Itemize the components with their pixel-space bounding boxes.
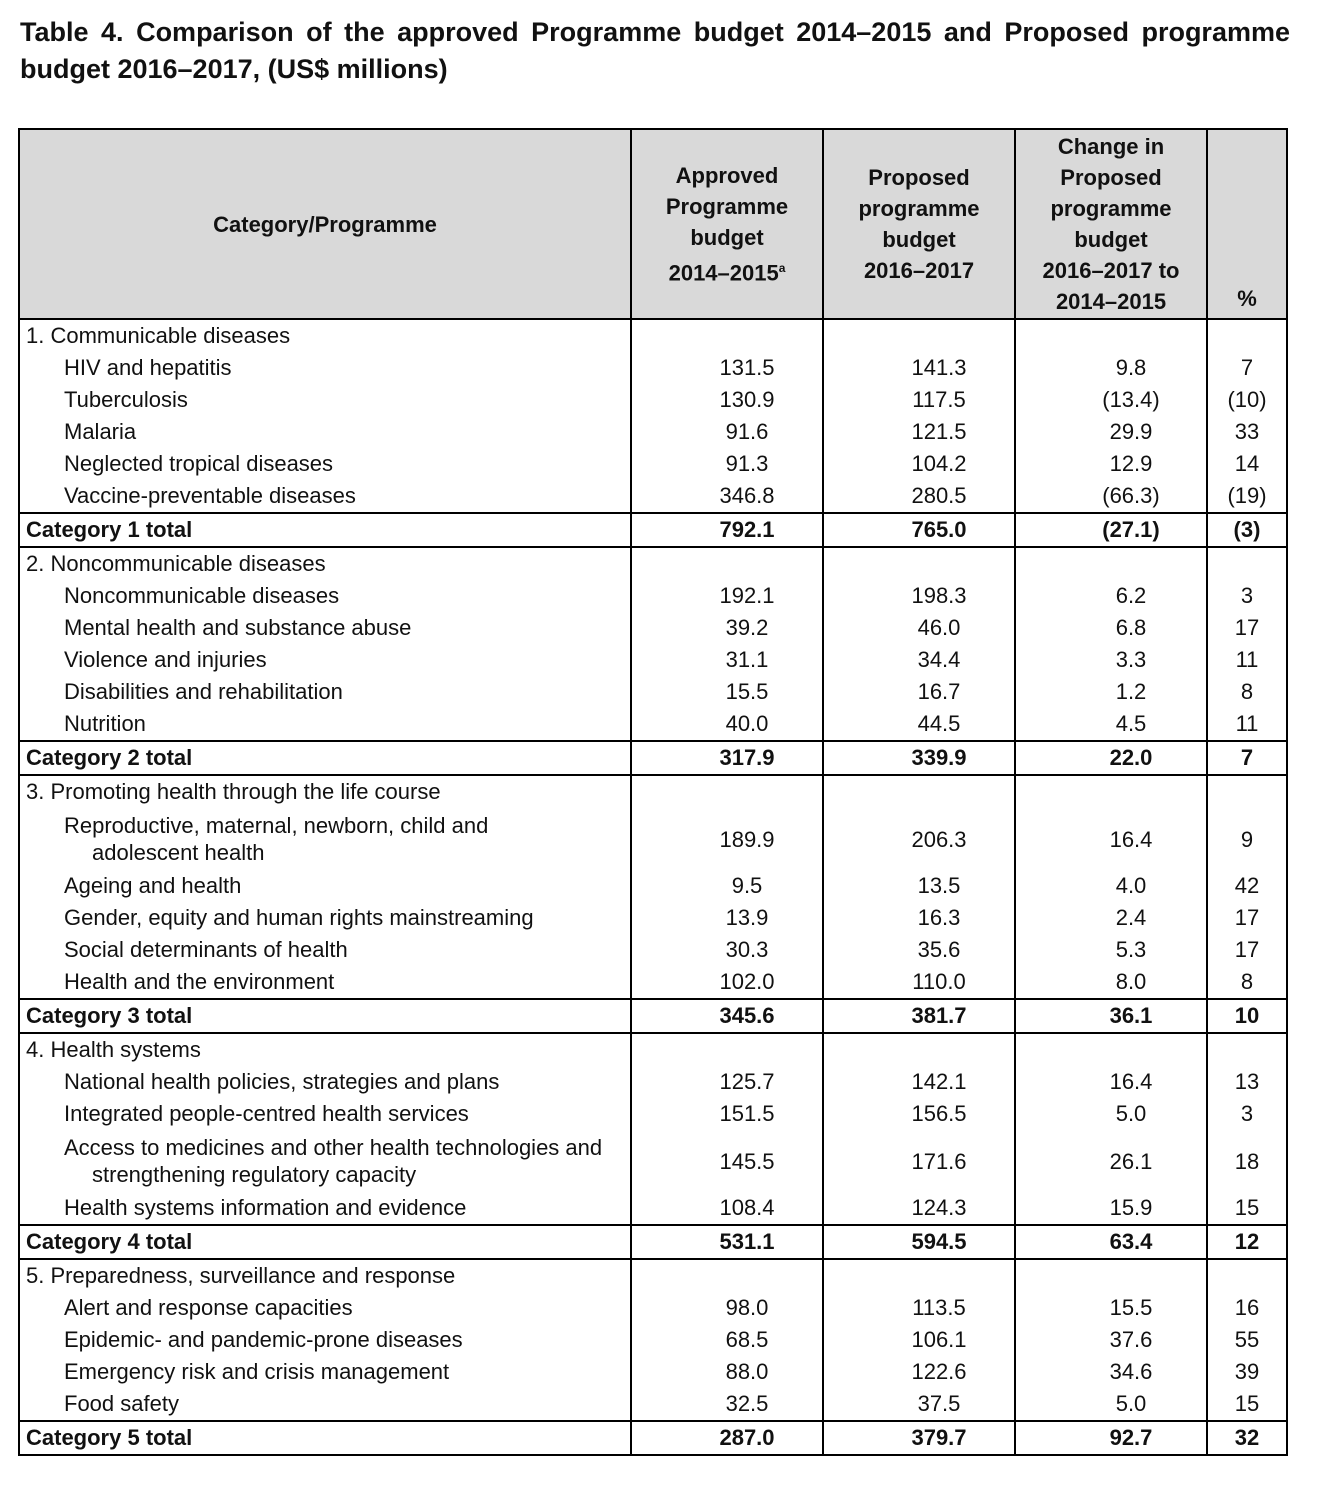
approved-value: 15.5	[631, 676, 823, 708]
change-value: 29.9	[1015, 416, 1207, 448]
programme-label: Reproductive, maternal, newborn, child and	[64, 813, 489, 838]
header-approved	[631, 129, 823, 319]
category-heading-row	[19, 1259, 1287, 1292]
empty-cell	[1015, 547, 1207, 580]
programme-label: HIV and hepatitis	[64, 355, 232, 380]
percent-value: 8	[1207, 966, 1287, 999]
proposed-value: 121.5	[823, 416, 1015, 448]
empty-cell	[1015, 319, 1207, 352]
budget-table	[18, 128, 1288, 1456]
change-value: 3.3	[1015, 644, 1207, 676]
programme-label: Neglected tropical diseases	[64, 451, 334, 476]
proposed-value: 16.7	[823, 676, 1015, 708]
proposed-value: 35.6	[823, 934, 1015, 966]
programme-label-cell	[19, 934, 631, 966]
programme-label: Violence and injuries	[64, 647, 267, 672]
empty-cell	[823, 319, 1015, 352]
programme-label: Nutrition	[64, 711, 146, 736]
programme-label: Health systems information and evidence	[64, 1195, 467, 1220]
total-approved-value: 317.9	[631, 741, 823, 775]
header-change-line: budget	[1074, 227, 1148, 252]
programme-row	[19, 1388, 1287, 1421]
programme-row	[19, 1356, 1287, 1388]
change-value: 9.8	[1015, 352, 1207, 384]
total-percent-value: 12	[1207, 1225, 1287, 1259]
empty-cell	[823, 775, 1015, 808]
header-row	[19, 129, 1287, 319]
total-change-value: 22.0	[1015, 741, 1207, 775]
empty-cell	[1207, 1259, 1287, 1292]
category-total-row	[19, 741, 1287, 775]
percent-value: 3	[1207, 1098, 1287, 1130]
proposed-value: 46.0	[823, 612, 1015, 644]
total-change-value: (27.1)	[1015, 513, 1207, 547]
proposed-value: 44.5	[823, 708, 1015, 741]
change-value: 26.1	[1015, 1130, 1207, 1192]
programme-label: Epidemic- and pandemic-prone diseases	[64, 1327, 463, 1352]
header-approved-line: budget	[690, 224, 764, 250]
programme-label: Social determinants of health	[64, 937, 348, 962]
programme-label: Integrated people-centred health services	[64, 1101, 469, 1126]
programme-label: Access to medicines and other health technologies and	[64, 1135, 603, 1160]
empty-cell	[823, 1033, 1015, 1066]
percent-value: 15	[1207, 1388, 1287, 1421]
programme-label: Emergency risk and crisis management	[64, 1359, 450, 1384]
programme-row	[19, 934, 1287, 966]
programme-label: Vaccine-preventable diseases	[64, 483, 356, 508]
percent-value: 16	[1207, 1292, 1287, 1324]
programme-label-cell	[19, 644, 631, 676]
empty-cell	[1015, 1259, 1207, 1292]
empty-cell	[631, 775, 823, 808]
empty-cell	[1207, 547, 1287, 580]
header-change-line: programme	[1050, 196, 1172, 221]
approved-value: 31.1	[631, 644, 823, 676]
proposed-value: 104.2	[823, 448, 1015, 480]
percent-value: 14	[1207, 448, 1287, 480]
header-proposed-line: Proposed	[868, 165, 970, 190]
percent-value: 3	[1207, 580, 1287, 612]
programme-row	[19, 580, 1287, 612]
programme-label: Food safety	[64, 1391, 179, 1416]
change-value: 5.3	[1015, 934, 1207, 966]
programme-label: Malaria	[64, 419, 137, 444]
proposed-value: 156.5	[823, 1098, 1015, 1130]
header-approved-line: Approved	[675, 162, 779, 188]
proposed-value: 16.3	[823, 902, 1015, 934]
total-change-value: 92.7	[1015, 1421, 1207, 1455]
table-title: Table 4. Comparison of the approved Programme budget 2014–2015 and Proposed programme budget 2016–2017, (US$ millions)	[20, 17, 1290, 84]
programme-row	[19, 1098, 1287, 1130]
proposed-value: 117.5	[823, 384, 1015, 416]
programme-label: Noncommunicable diseases	[64, 583, 340, 608]
change-value: 8.0	[1015, 966, 1207, 999]
percent-value: 39	[1207, 1356, 1287, 1388]
approved-value: 125.7	[631, 1066, 823, 1098]
category-total-row	[19, 1421, 1287, 1455]
percent-value: 33	[1207, 416, 1287, 448]
change-value: 15.9	[1015, 1192, 1207, 1225]
percent-value: 15	[1207, 1192, 1287, 1225]
percent-value: 17	[1207, 934, 1287, 966]
programme-label: Tuberculosis	[64, 387, 188, 412]
change-value: 6.8	[1015, 612, 1207, 644]
category-heading-row	[19, 1033, 1287, 1066]
footnote-marker: a	[778, 260, 786, 275]
approved-value: 30.3	[631, 934, 823, 966]
programme-row	[19, 708, 1287, 741]
header-change	[1015, 129, 1207, 319]
programme-label-cell	[19, 580, 631, 612]
percent-value: 9	[1207, 808, 1287, 870]
header-change-line: Proposed	[1060, 165, 1162, 190]
programme-row	[19, 352, 1287, 384]
category-heading: 1. Communicable diseases	[19, 319, 631, 352]
total-approved-value: 792.1	[631, 513, 823, 547]
programme-label-cell	[19, 480, 631, 513]
programme-row	[19, 870, 1287, 902]
empty-cell	[631, 1033, 823, 1066]
category-total-row	[19, 513, 1287, 547]
category-total-row	[19, 999, 1287, 1033]
proposed-value: 198.3	[823, 580, 1015, 612]
percent-value: 17	[1207, 612, 1287, 644]
category-heading: 3. Promoting health through the life course	[19, 775, 631, 808]
programme-label-cell	[19, 1066, 631, 1098]
total-change-value: 36.1	[1015, 999, 1207, 1033]
programme-row	[19, 1292, 1287, 1324]
header-proposed-line: programme	[858, 196, 980, 221]
approved-value: 192.1	[631, 580, 823, 612]
programme-row	[19, 966, 1287, 999]
change-value: 2.4	[1015, 902, 1207, 934]
approved-value: 98.0	[631, 1292, 823, 1324]
category-total-label: Category 5 total	[26, 1425, 193, 1450]
change-value: (66.3)	[1015, 480, 1207, 513]
programme-label-cell	[19, 676, 631, 708]
percent-value: 18	[1207, 1130, 1287, 1192]
category-total-label-cell	[19, 999, 631, 1033]
programme-label-cell	[19, 448, 631, 480]
header-proposed-line: 2016–2017	[863, 258, 975, 283]
category-heading-row	[19, 319, 1287, 352]
approved-value: 108.4	[631, 1192, 823, 1225]
change-value: 1.2	[1015, 676, 1207, 708]
programme-label-cell	[19, 612, 631, 644]
programme-row	[19, 448, 1287, 480]
category-total-label: Category 2 total	[26, 745, 193, 770]
programme-label-cell	[19, 808, 631, 870]
total-percent-value: (3)	[1207, 513, 1287, 547]
proposed-value: 280.5	[823, 480, 1015, 513]
approved-value: 91.6	[631, 416, 823, 448]
empty-cell	[1207, 775, 1287, 808]
category-heading: 2. Noncommunicable diseases	[19, 547, 631, 580]
programme-row	[19, 1130, 1287, 1192]
proposed-value: 206.3	[823, 808, 1015, 870]
change-value: 5.0	[1015, 1098, 1207, 1130]
change-value: 4.0	[1015, 870, 1207, 902]
category-total-label-cell	[19, 1421, 631, 1455]
approved-value: 189.9	[631, 808, 823, 870]
empty-cell	[823, 547, 1015, 580]
header-category: Category/Programme	[19, 129, 631, 319]
programme-row	[19, 644, 1287, 676]
category-total-label-cell	[19, 741, 631, 775]
header-change-line: 2016–2017 to	[1042, 258, 1180, 283]
programme-label-cell	[19, 416, 631, 448]
approved-value: 91.3	[631, 448, 823, 480]
programme-label: Disabilities and rehabilitation	[64, 679, 343, 704]
percent-value: 11	[1207, 644, 1287, 676]
programme-label-cell	[19, 1098, 631, 1130]
category-total-label: Category 1 total	[26, 517, 193, 542]
approved-value: 102.0	[631, 966, 823, 999]
proposed-value: 13.5	[823, 870, 1015, 902]
approved-value: 346.8	[631, 480, 823, 513]
approved-value: 39.2	[631, 612, 823, 644]
empty-cell	[1207, 1033, 1287, 1066]
approved-value: 130.9	[631, 384, 823, 416]
empty-cell	[823, 1259, 1015, 1292]
proposed-value: 110.0	[823, 966, 1015, 999]
change-value: 6.2	[1015, 580, 1207, 612]
proposed-value: 141.3	[823, 352, 1015, 384]
category-heading-row	[19, 775, 1287, 808]
total-approved-value: 531.1	[631, 1225, 823, 1259]
category-heading: 4. Health systems	[19, 1033, 631, 1066]
percent-value: 55	[1207, 1324, 1287, 1356]
programme-row	[19, 612, 1287, 644]
category-total-label: Category 3 total	[26, 1003, 193, 1028]
total-percent-value: 7	[1207, 741, 1287, 775]
table-body	[19, 319, 1287, 1455]
change-value: 37.6	[1015, 1324, 1207, 1356]
programme-row	[19, 676, 1287, 708]
programme-label-cell	[19, 870, 631, 902]
programme-label-cell	[19, 1388, 631, 1421]
approved-value: 68.5	[631, 1324, 823, 1356]
programme-row	[19, 384, 1287, 416]
approved-value: 40.0	[631, 708, 823, 741]
approved-value: 88.0	[631, 1356, 823, 1388]
category-heading: 5. Preparedness, surveillance and response	[19, 1259, 631, 1292]
programme-label-cell	[19, 1192, 631, 1225]
empty-cell	[631, 319, 823, 352]
proposed-value: 106.1	[823, 1324, 1015, 1356]
percent-value: (19)	[1207, 480, 1287, 513]
programme-label-cell	[19, 1292, 631, 1324]
category-total-label: Category 4 total	[26, 1229, 193, 1254]
approved-value: 131.5	[631, 352, 823, 384]
percent-value: 11	[1207, 708, 1287, 741]
change-value: 16.4	[1015, 1066, 1207, 1098]
change-value: 15.5	[1015, 1292, 1207, 1324]
percent-value: 17	[1207, 902, 1287, 934]
change-value: 16.4	[1015, 808, 1207, 870]
change-value: 34.6	[1015, 1356, 1207, 1388]
total-change-value: 63.4	[1015, 1225, 1207, 1259]
empty-cell	[631, 547, 823, 580]
programme-label: National health policies, strategies and plans	[64, 1069, 500, 1094]
header-change-line: Change in	[1057, 134, 1165, 159]
proposed-value: 37.5	[823, 1388, 1015, 1421]
programme-label-cell	[19, 1356, 631, 1388]
approved-value: 13.9	[631, 902, 823, 934]
programme-label: Ageing and health	[64, 873, 242, 898]
percent-value: 7	[1207, 352, 1287, 384]
total-percent-value: 32	[1207, 1421, 1287, 1455]
change-value: 12.9	[1015, 448, 1207, 480]
empty-cell	[631, 1259, 823, 1292]
percent-value: (10)	[1207, 384, 1287, 416]
percent-value: 8	[1207, 676, 1287, 708]
header-proposed-line: budget	[882, 227, 956, 252]
category-total-label-cell	[19, 1225, 631, 1259]
total-percent-value: 10	[1207, 999, 1287, 1033]
programme-label-cell	[19, 966, 631, 999]
programme-label: Health and the environment	[64, 969, 335, 994]
programme-label-cell	[19, 384, 631, 416]
total-proposed-value: 339.9	[823, 741, 1015, 775]
programme-label-cell	[19, 1324, 631, 1356]
proposed-value: 171.6	[823, 1130, 1015, 1192]
category-total-label-cell	[19, 513, 631, 547]
proposed-value: 142.1	[823, 1066, 1015, 1098]
programme-row	[19, 1192, 1287, 1225]
header-approved-line: Programme	[665, 193, 789, 219]
total-approved-value: 287.0	[631, 1421, 823, 1455]
programme-label: Gender, equity and human rights mainstreaming	[64, 905, 534, 930]
programme-row	[19, 1066, 1287, 1098]
change-value: (13.4)	[1015, 384, 1207, 416]
total-proposed-value: 765.0	[823, 513, 1015, 547]
programme-label: Mental health and substance abuse	[64, 615, 412, 640]
total-proposed-value: 594.5	[823, 1225, 1015, 1259]
approved-value: 9.5	[631, 870, 823, 902]
programme-label-cell	[19, 352, 631, 384]
percent-value: 42	[1207, 870, 1287, 902]
programme-row	[19, 902, 1287, 934]
empty-cell	[1207, 319, 1287, 352]
programme-label-cell	[19, 708, 631, 741]
proposed-value: 113.5	[823, 1292, 1015, 1324]
proposed-value: 124.3	[823, 1192, 1015, 1225]
programme-label-continued: adolescent health	[92, 840, 265, 865]
approved-value: 145.5	[631, 1130, 823, 1192]
proposed-value: 34.4	[823, 644, 1015, 676]
proposed-value: 122.6	[823, 1356, 1015, 1388]
empty-cell	[1015, 1033, 1207, 1066]
programme-row	[19, 808, 1287, 870]
header-proposed	[823, 129, 1015, 319]
programme-label: Alert and response capacities	[64, 1295, 353, 1320]
category-total-row	[19, 1225, 1287, 1259]
programme-row	[19, 416, 1287, 448]
header-approved-line	[636, 253, 818, 288]
approved-value: 32.5	[631, 1388, 823, 1421]
header-change-line: 2014–2015	[1055, 289, 1167, 314]
total-proposed-value: 379.7	[823, 1421, 1015, 1455]
approved-value: 151.5	[631, 1098, 823, 1130]
programme-label-continued: strengthening regulatory capacity	[92, 1162, 417, 1187]
header-percent: %	[1207, 129, 1287, 319]
programme-row	[19, 1324, 1287, 1356]
total-approved-value: 345.6	[631, 999, 823, 1033]
total-proposed-value: 381.7	[823, 999, 1015, 1033]
header-approved-years: 2014–2015	[668, 260, 779, 286]
change-value: 5.0	[1015, 1388, 1207, 1421]
change-value: 4.5	[1015, 708, 1207, 741]
programme-row	[19, 480, 1287, 513]
programme-label-cell	[19, 1130, 631, 1192]
empty-cell	[1015, 775, 1207, 808]
programme-label-cell	[19, 902, 631, 934]
category-heading-row	[19, 547, 1287, 580]
percent-value: 13	[1207, 1066, 1287, 1098]
